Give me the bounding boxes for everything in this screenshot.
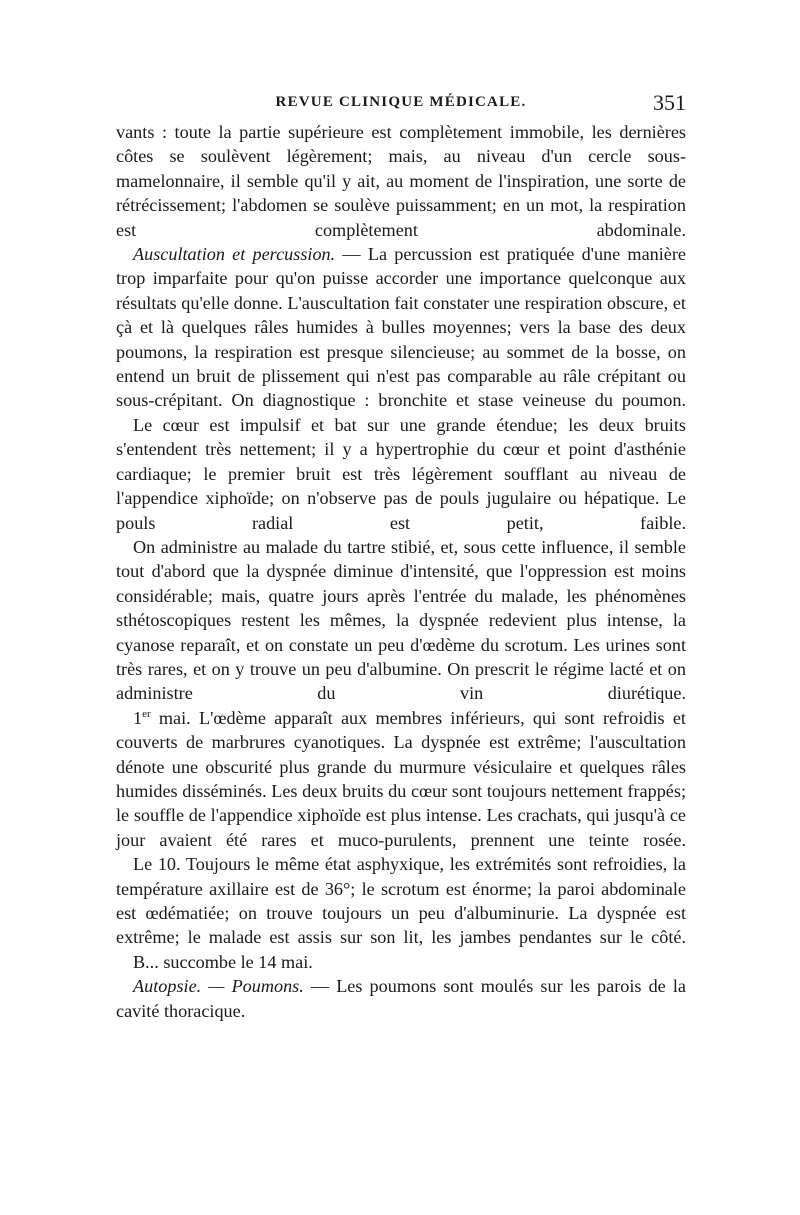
paragraph-le-10 xyxy=(116,852,686,950)
body-text xyxy=(116,120,686,1023)
paragraph-text: B... succombe le 14 mai. xyxy=(133,951,313,972)
paragraph-coeur xyxy=(116,413,686,535)
section-lead: Autopsie. — Poumons. xyxy=(133,976,304,997)
paragraph-text: — La percussion est pratiquée d'une manière trop imparfaite pour qu'on puisse accorder une importance quelconque aux résultats qu'elle donne. L'auscultation fait constater une respiration obscure, et çà et là quelques râles humides à bulles moyennes; vers la base des deux poumons, la respiration est presque silencieuse; au sommet de la bosse, on entend un bruit de plissement qui n'est pas comparable au râle crépitant ou sous-crépitant. On diagnostique : bronchite et stase veineuse du poumon. xyxy=(116,244,687,411)
paragraph-text: — Les poumons sont moulés sur les parois de la cavité thoracique. xyxy=(116,976,686,1021)
paragraph-auscultation xyxy=(116,242,686,413)
paragraph-respiration xyxy=(116,120,686,242)
section-lead: Auscultation et percussion. xyxy=(133,244,336,265)
date-day: 1 xyxy=(133,707,143,728)
paragraph-text: Le 10. Toujours le même état asphyxique, les extrémités sont refroidies, la température axillaire est de 36°; le scrotum est énorme; la paroi abdominale est œdématiée; on trouve toujours un peu d'albuminurie. La dyspnée est extrême; le malade est assis sur son lit, les jambes pendantes sur le côté. xyxy=(116,854,686,948)
paragraph-text: vants : toute la partie supérieure est complètement immobile, les dernières côtes se soulèvent légèrement; mais, au niveau d'un cercle sous-mamelonnaire, il semble qu'il y ait, au moment de l'inspiration, une sorte de rétrécissement; l'abdomen se soulève puissamment; en un mot, la respiration est complètement abdominale. xyxy=(116,122,686,240)
paragraph-deces xyxy=(116,950,686,974)
paragraph-text: mai. L'œdème apparaît aux membres inférieurs, qui sont refroidis et couverts de marbrures cyanotiques. La dyspnée est extrême; l'auscultation dénote une obscurité plus grande du murmure vésiculaire et quelques râles humides disséminés. Les deux bruits du cœur sont toujours nettement frappés; le souffle de l'appendice xiphoïde est plus intense. Les crachats, qui jusqu'à ce jour avaient été rares et muco-purulents, prennent une teinte rosée. xyxy=(116,707,686,850)
paragraph-text: Le cœur est impulsif et bat sur une grande étendue; les deux bruits s'entendent très nettement; il y a hypertrophie du cœur et point d'asthénie cardiaque; le premier bruit est très légèrement soufflant au niveau de l'appendice xiphoïde; on n'observe pas de pouls jugulaire ou hépatique. Le pouls radial est petit, faible. xyxy=(116,414,686,533)
page-number: 351 xyxy=(653,90,686,115)
paragraph-autopsie xyxy=(116,974,686,1023)
paragraph-1er-mai xyxy=(116,706,686,852)
paragraph-traitement xyxy=(116,535,686,706)
date-ordinal: er xyxy=(142,707,151,720)
paragraph-text: On administre au malade du tartre stibié, et, sous cette influence, il semble tout d'abord que la dyspnée diminue d'intensité, que l'oppression est moins considérable; mais, quatre jours après l'entrée du malade, les phénomènes sthétoscopiques restent les mêmes, la dyspnée redevient plus intense, la cyanose reparaît, et on constate un peu d'œdème du scrotum. Les urines sont très rares, et on y trouve un peu d'albumine. On prescrit le régime lacté et on administre du vin diurétique. xyxy=(116,536,686,704)
running-title: REVUE CLINIQUE MÉDICALE. xyxy=(275,94,527,110)
